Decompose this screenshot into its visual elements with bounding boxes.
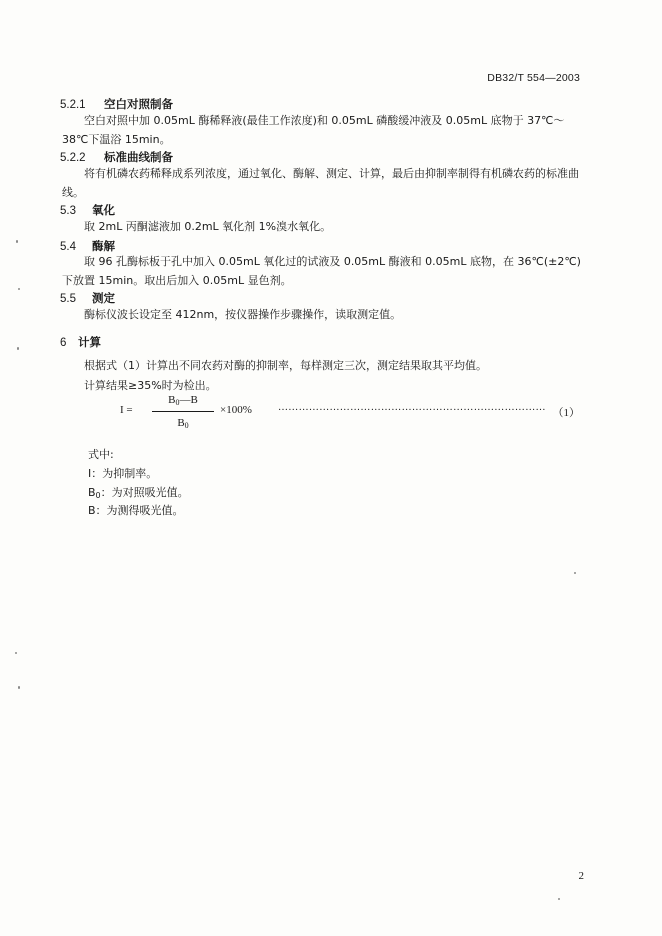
section-heading-5-2-2 [60,149,173,165]
equation-number: （1） [552,407,580,419]
document-code: DB32/T 554—2003 [487,72,580,84]
definition-B: B：为测得吸光值。 [88,504,184,517]
where-intro: 式中: [88,448,114,461]
numerator-symbol: B [168,394,176,406]
scan-speck [18,288,20,290]
paragraph-standard-curve: 将有机磷农药稀释成系列浓度，通过氧化、酶解、测定、计算，最后由抑制率制得有机磷农药的标准曲线。 [62,167,579,199]
section-title: 计算 [78,335,101,349]
section-heading-5-3 [60,202,115,218]
page-number: 2 [578,870,584,882]
paragraph-measurement: 酶标仪波长设定至 412nm，按仪器操作步骤操作，读取测定值。 [84,308,402,321]
section-number: 6 [60,337,67,349]
definition-I: I：为抑制率。 [88,467,158,480]
section-title: 空白对照制备 [104,97,173,111]
section-number: 5.4 [60,241,76,253]
section-number: 5.2.2 [60,152,86,164]
fraction-bar [152,411,214,412]
formula-multiplier: ×100% [220,404,252,416]
formula-numerator [152,392,214,408]
scan-speck [17,347,19,350]
section-number: 5.5 [60,293,76,305]
scan-speck [558,898,560,900]
definition-B0-text: ：为对照吸光值。 [100,486,189,499]
formula-fraction [152,392,214,431]
paragraph-enzymolysis: 取 96 孔酶标板于孔中加入 0.05mL 氧化过的试液及 0.05mL 酶液和 0.05mL 底物，在 36℃(±2℃)下放置 15min。取出后加入 0.05mL 显色剂。 [62,255,581,287]
paragraph-blank-control: 空白对照中加 0.05mL 酶稀释液(最佳工作浓度)和 0.05mL 磷酸缓冲液及 0.05mL 底物于 37℃～38℃下温浴 15min。 [62,114,565,146]
section-heading-6 [60,334,101,350]
scan-speck [16,240,18,243]
paragraph-detection-threshold: 计算结果≥35%时为检出。 [84,379,217,392]
definition-B0-symbol: B [88,486,96,499]
section-heading-5-2-1 [60,96,173,112]
section-number: 5.2.1 [60,99,86,111]
numerator-subscript: 0 [175,398,180,407]
section-title: 标准曲线制备 [104,150,173,164]
formula-leader-dots: …………………………………………………………………… [278,402,546,413]
section-heading-5-5 [60,290,115,306]
paragraph-calculation: 根据式（1）计算出不同农药对酶的抑制率，每样测定三次，测定结果取其平均值。 [84,359,487,372]
scan-speck [574,572,576,574]
numerator-rest: —B [179,394,198,406]
definition-B0 [88,484,189,500]
inhibition-rate-formula [120,392,580,438]
section-title: 测定 [92,291,115,305]
denominator-symbol: B [177,417,185,429]
formula-denominator [152,415,214,431]
section-number: 5.3 [60,205,76,217]
formula-lhs: I = [120,404,133,416]
paragraph-oxidation: 取 2mL 丙酮滤液加 0.2mL 氧化剂 1%溴水氧化。 [84,220,332,233]
scan-speck [15,652,17,654]
section-title: 氧化 [92,203,115,217]
scan-speck [18,686,20,689]
section-title: 酶解 [92,239,115,253]
definition-B0-subscript: 0 [95,491,101,500]
denominator-subscript: 0 [184,421,189,430]
